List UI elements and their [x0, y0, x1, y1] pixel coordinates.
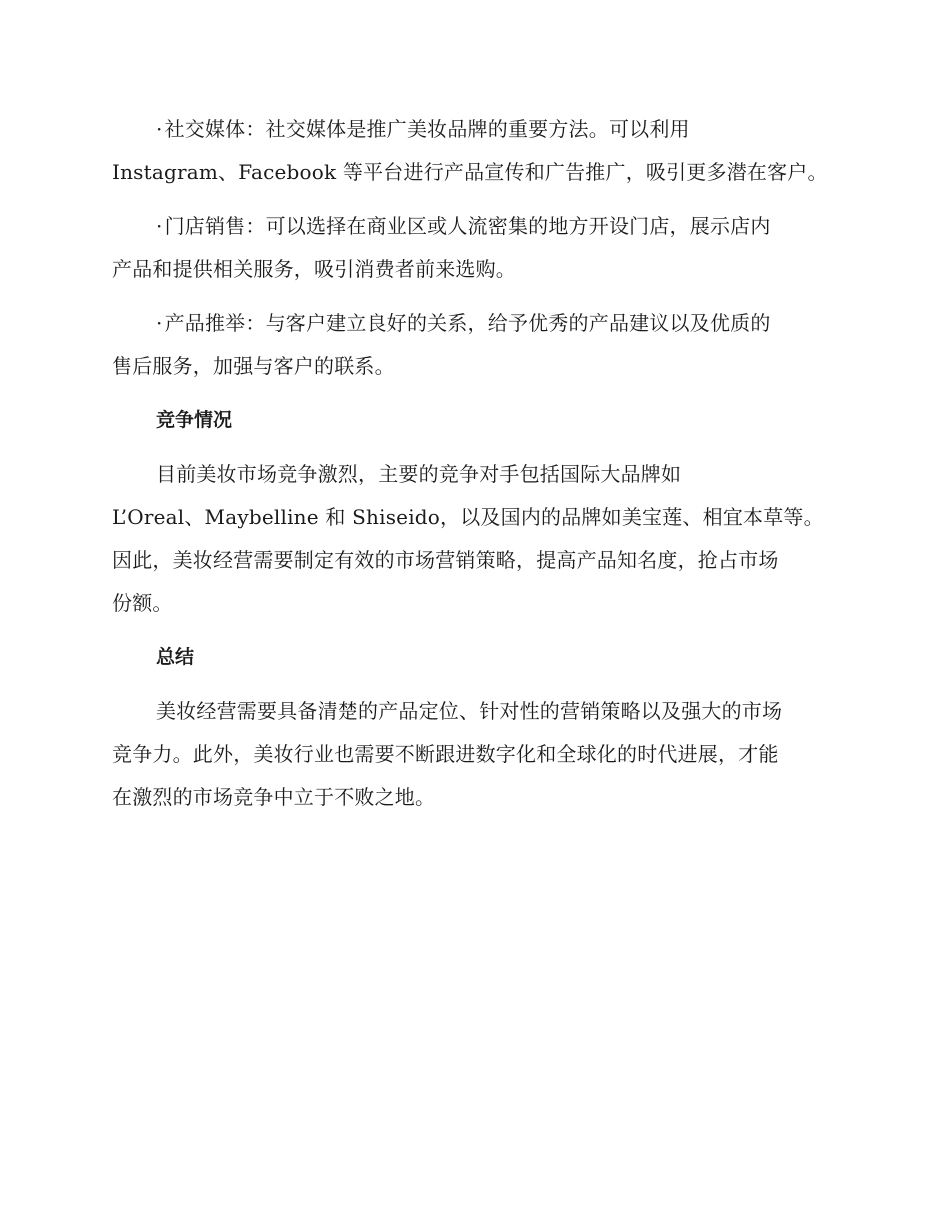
paragraph-line: 目前美妆市场竞争激烈，主要的竞争对手包括国际大品牌如 [156, 462, 682, 486]
bullet-text: 社交媒体是推广美妆品牌的重要方法。可以利用 [265, 117, 690, 141]
bullet-icon: · [156, 214, 163, 238]
bullet-line [112, 205, 834, 248]
paragraph-line: 份额。 [112, 591, 173, 615]
bullet-label: 产品推举： [164, 311, 266, 335]
paragraph-line: 竞争力。此外，美妆行业也需要不断跟进数字化和全球化的时代进展，才能 [112, 742, 779, 766]
paragraph-line: 美妆经营需要具备清楚的产品定位、针对性的营销策略以及强大的市场 [156, 699, 783, 723]
bullet-product-recommend [112, 302, 834, 388]
bullet-text: Instagram、Facebook 等平台进行产品宣传和广告推广，吸引更多潜在客户。 [112, 160, 828, 184]
bullet-store-sales [112, 205, 834, 291]
bullet-social-media [112, 108, 834, 194]
competition-paragraph [112, 453, 834, 625]
bullet-label: 门店销售： [164, 214, 266, 238]
bullet-text: 产品和提供相关服务，吸引消费者前来选购。 [112, 257, 516, 281]
bullet-text: 与客户建立良好的关系，给予优秀的产品建议以及优质的 [265, 311, 771, 335]
summary-paragraph [112, 690, 834, 819]
bullet-icon: · [156, 311, 163, 335]
bullet-label: 社交媒体： [164, 117, 266, 141]
paragraph-line: 在激烈的市场竞争中立于不败之地。 [112, 785, 436, 809]
section-heading-competition: 竞争情况 [156, 409, 233, 431]
bullet-line [112, 302, 834, 345]
bullet-line [112, 108, 834, 151]
bullet-text: 可以选择在商业区或人流密集的地方开设门店，展示店内 [265, 214, 771, 238]
paragraph-line: 因此，美妆经营需要制定有效的市场营销策略，提高产品知名度，抢占市场 [112, 548, 779, 572]
bullet-text: 售后服务，加强与客户的联系。 [112, 354, 395, 378]
section-heading-summary: 总结 [156, 646, 195, 668]
paragraph-line: L’Oreal、Maybelline 和 Shiseido，以及国内的品牌如美宝莲、相宜本草等。 [112, 505, 824, 529]
bullet-icon: · [156, 117, 163, 141]
document-page [112, 108, 834, 830]
